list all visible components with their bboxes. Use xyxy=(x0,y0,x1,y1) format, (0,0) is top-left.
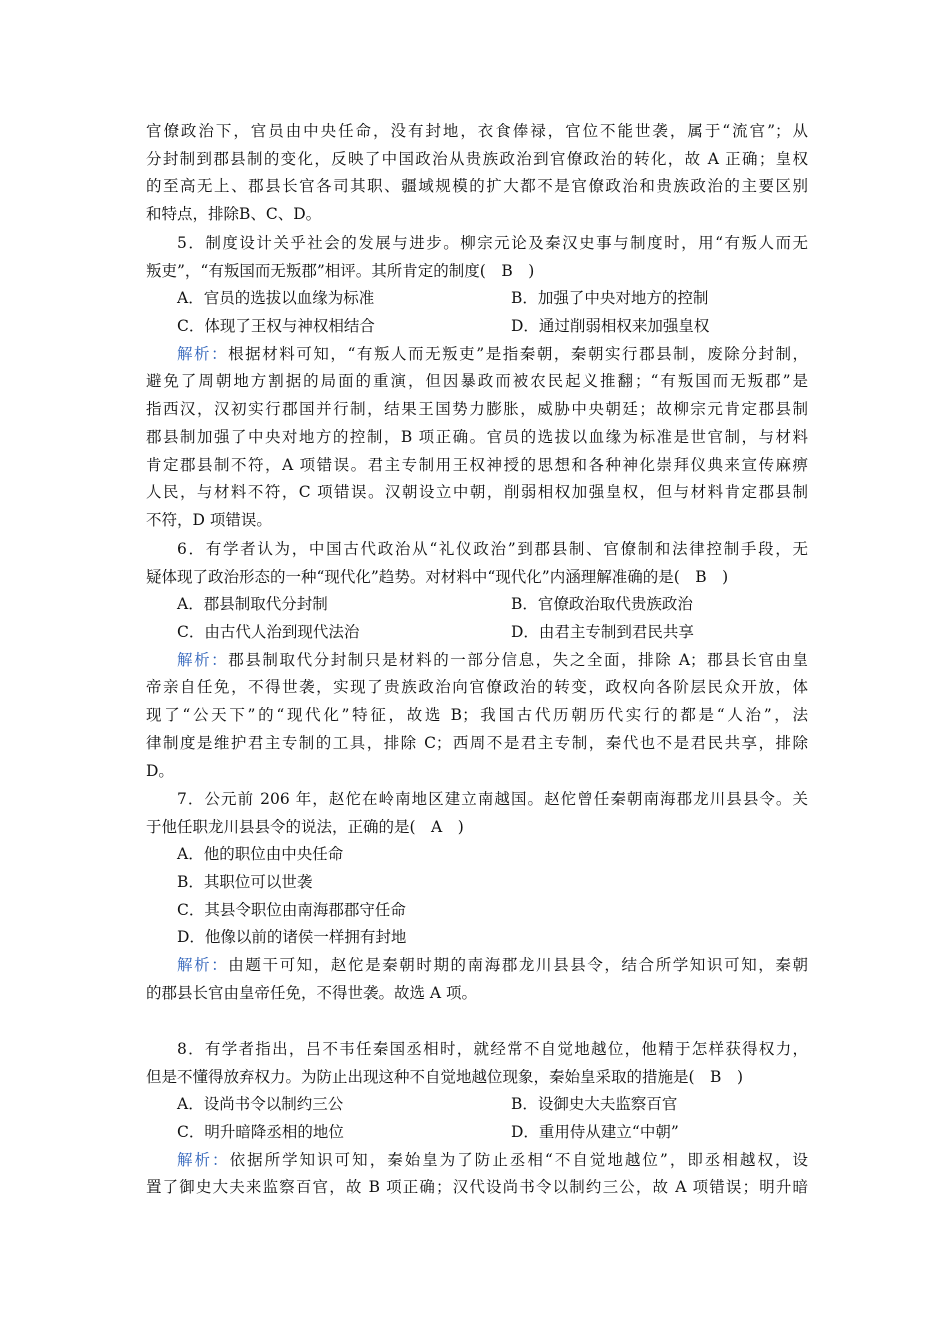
analysis-line: 置了御史大夫来监察百官，故 B 项正确；汉代设尚书令以制约三公，故 A 项错误；明升暗 xyxy=(146,1178,808,1197)
analysis-text: 根据材料可知，“有叛人而无叛吏”是指秦朝，秦朝实行郡县制，废除分封制， xyxy=(228,344,808,363)
intro-line: 官僚政治下，官员由中央任命，没有封地，衣食俸禄，官位不能世袭，属于“流官”；从 xyxy=(146,122,808,140)
question-7 xyxy=(146,786,808,1008)
intro-line: 和特点，排除B、C、D。 xyxy=(146,205,322,224)
analysis-text: 郡县制取代分封制只是材料的一部分信息，失之全面，排除 A；郡县长官由皇 xyxy=(228,650,808,669)
question-stem: 但是不懂得放弃权力。为防止出现这种不自觉地越位现象，秦始皇采取的措施是( B ) xyxy=(146,1067,743,1086)
option-row xyxy=(146,1119,808,1147)
analysis-line: 帝亲自任免，不得世袭，实现了贵族政治向官僚政治的转变，政权向各阶层民众开放，体 xyxy=(146,678,808,697)
intro-line: 的至高无上、郡县长官各司其职、疆域规模的扩大都不是官僚政治和贵族政治的主要区别 xyxy=(146,177,808,196)
analysis-label: 解析： xyxy=(177,650,229,669)
option-d: D．重用侍从建立“中朝” xyxy=(511,1123,679,1142)
question-stem: 8．有学者指出，吕不韦任秦国丞相时，就经常不自觉地越位，他精于怎样获得权力， xyxy=(177,1040,808,1058)
analysis-text: 依据所学知识可知，秦始皇为了防止丞相“不自觉地越位”，即丞相越权，设 xyxy=(229,1150,808,1169)
option-d: D．通过削弱相权来加强皇权 xyxy=(511,317,710,336)
analysis-line xyxy=(146,341,808,369)
question-stem: 5．制度设计关乎社会的发展与进步。柳宗元论及秦汉史事与制度时，用“有叛人而无 xyxy=(177,234,808,252)
analysis-line: D。 xyxy=(146,761,174,780)
option-row xyxy=(146,591,808,619)
option-a: A．他的职位由中央任命 xyxy=(177,845,344,864)
analysis-text: 由题干可知，赵佗是秦朝时期的南海郡龙川县县令，结合所学知识可知，秦朝 xyxy=(228,956,808,975)
question-stem: 疑体现了政治形态的一种“现代化”趋势。对材料中“现代化”内涵理解准确的是( B ) xyxy=(146,567,729,586)
option-c: C．体现了王权与神权相结合 xyxy=(177,317,375,336)
analysis-label: 解析： xyxy=(177,1150,230,1169)
option-b: B．其职位可以世袭 xyxy=(177,873,313,892)
option-b: B．设御史大夫监察百官 xyxy=(511,1095,678,1114)
analysis-line: 指西汉，汉初实行郡国并行制，结果王国势力膨胀，威胁中央朝廷；故柳宗元肯定郡县制 xyxy=(146,400,808,419)
analysis-label: 解析： xyxy=(177,344,229,363)
analysis-line: 现了“公天下”的“现代化”特征，故选 B；我国古代历朝历代实行的都是“人治”，法 xyxy=(146,706,808,725)
question-8 xyxy=(146,1036,808,1202)
option-row xyxy=(146,285,808,313)
option-a: A．郡县制取代分封制 xyxy=(177,595,328,614)
option-d: D．由君主专制到君民共享 xyxy=(511,623,694,642)
option-b: B．加强了中央对地方的控制 xyxy=(511,289,709,308)
analysis-line xyxy=(146,1147,808,1175)
analysis-line xyxy=(146,952,808,980)
option-a: A．官员的选拔以血缘为标准 xyxy=(177,289,375,308)
option-c: C．明升暗降丞相的地位 xyxy=(177,1123,344,1142)
option-b: B．官僚政治取代贵族政治 xyxy=(511,595,693,614)
intro-line: 分封制到郡县制的变化，反映了中国政治从贵族政治到官僚政治的转化，故 A 正确；皇权 xyxy=(146,149,808,168)
analysis-line: 人民，与材料不符，C 项错误。汉朝设立中朝，削弱相权加强皇权，但与材料肯定郡县制 xyxy=(146,483,808,502)
analysis-line: 不符，D 项错误。 xyxy=(146,510,272,529)
option-row xyxy=(146,1091,808,1119)
question-6 xyxy=(146,536,808,785)
question-5 xyxy=(146,230,808,535)
question-stem: 于他任职龙川县县令的说法，正确的是( A ) xyxy=(146,817,464,836)
option-a: A．设尚书令以制约三公 xyxy=(177,1095,344,1114)
option-d: D．他像以前的诸侯一样拥有封地 xyxy=(177,928,407,947)
analysis-label: 解析： xyxy=(177,956,229,975)
analysis-line: 肯定郡县制不符，A 项错误。君主专制用王权神授的思想和各种神化崇拜仪典来宣传麻痹 xyxy=(146,455,808,474)
option-row xyxy=(146,313,808,341)
option-row xyxy=(146,619,808,647)
question-stem: 7．公元前 206 年，赵佗在岭南地区建立南越国。赵佗曾任秦朝南海郡龙川县县令。关 xyxy=(177,790,808,808)
analysis-line: 郡县制加强了中央对地方的控制，B 项正确。官员的选拔以血缘为标准是世官制，与材料 xyxy=(146,427,808,446)
question-stem: 叛吏”，“有叛国而无叛郡”相评。其所肯定的制度( B ) xyxy=(146,261,535,280)
option-c: C．由古代人治到现代法治 xyxy=(177,623,360,642)
analysis-line: 的郡县长官由皇帝任免，不得世袭。故选 A 项。 xyxy=(146,983,478,1002)
intro-paragraph xyxy=(146,118,808,229)
analysis-line: 避免了周朝地方割据的局面的重演，但因暴政而被农民起义推翻；“有叛国而无叛郡”是 xyxy=(146,372,808,391)
option-c: C．其县令职位由南海郡郡守任命 xyxy=(177,900,406,919)
analysis-line xyxy=(146,647,808,675)
question-stem: 6．有学者认为，中国古代政治从“礼仪政治”到郡县制、官僚制和法律控制手段，无 xyxy=(177,540,808,558)
analysis-line: 律制度是维护君主专制的工具，排除 C；西周不是君主专制，秦代也不是君民共享，排除 xyxy=(146,733,808,752)
